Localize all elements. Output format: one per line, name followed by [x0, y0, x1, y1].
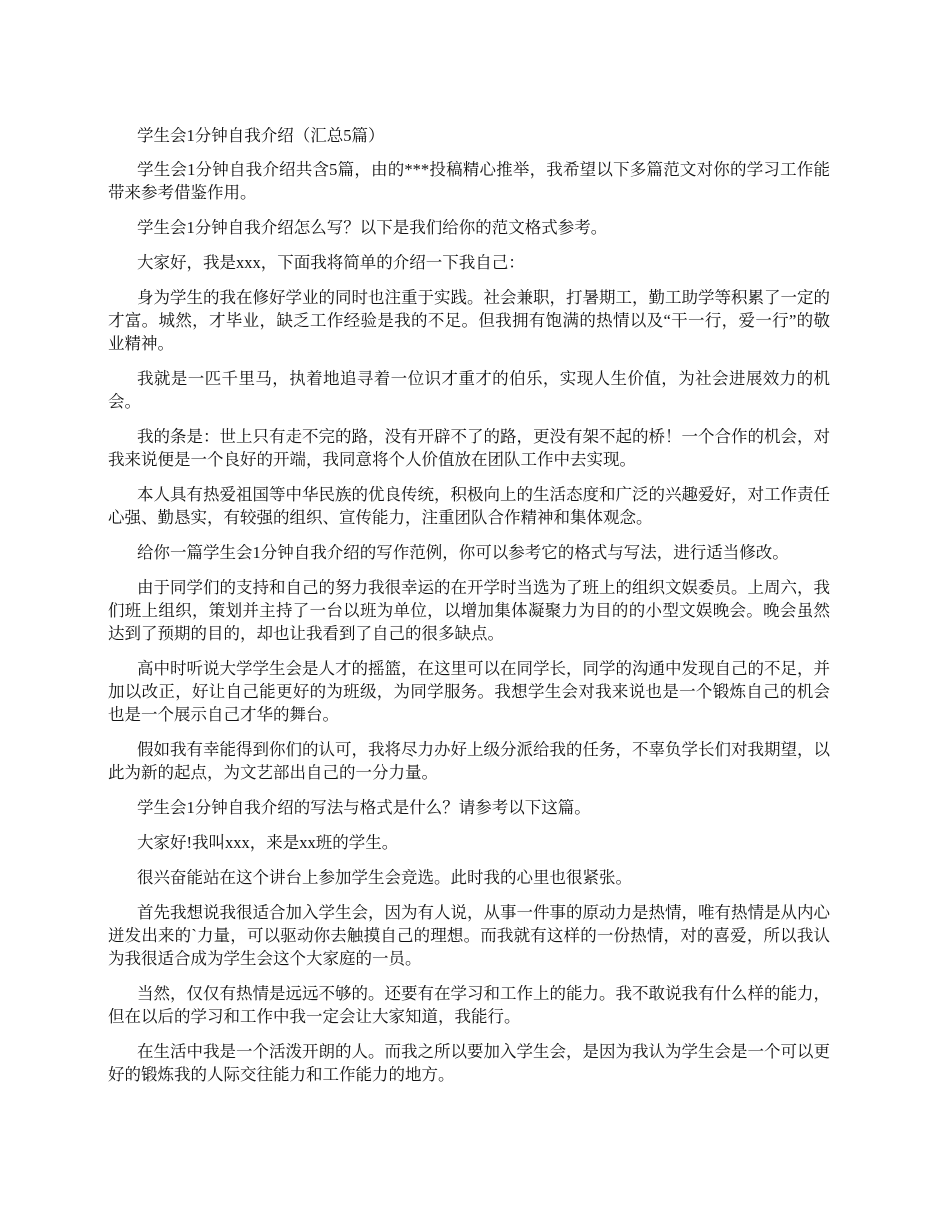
- paragraph-6: 我的条是：世上只有走不完的路，没有开辟不了的路，更没有架不起的桥！一个合作的机会，对我来说便是一个良好的开端，我同意将个人价值放在团队工作中去实现。: [108, 427, 830, 469]
- paragraph-2: 学生会1分钟自我介绍怎么写？以下是我们给你的范文格式参考。: [137, 218, 608, 237]
- paragraph-8: 给你一篇学生会1分钟自我介绍的写作范例，你可以参考它的格式与写法，进行适当修改。: [137, 543, 789, 562]
- paragraph-5: 我就是一匹千里马，执着地追寻着一位识才重才的伯乐，实现人生价值，为社会进展效力的机会。: [108, 369, 830, 411]
- paragraph-16: 当然，仅仅有热情是远远不够的。还要有在学习和工作上的能力。我不敢说我有什么样的能力，但在以后的学习和工作中我一定会让大家知道，我能行。: [108, 984, 830, 1026]
- paragraph-12: 学生会1分钟自我介绍的写法与格式是什么？请参考以下这篇。: [137, 798, 591, 817]
- paragraph-4: 身为学生的我在修好学业的同时也注重于实践。社会兼职，打暑期工，勤工助学等积累了一定的才富。城然，才毕业，缺乏工作经验是我的不足。但我拥有饱满的热情以及“干一行，爱一行”的敬业精神。: [108, 288, 830, 353]
- paragraph-9: 由于同学们的支持和自己的努力我很幸运的在开学时当选为了班上的组织文娱委员。上周六，我们班上组织，策划并主持了一台以班为单位，以增加集体凝聚力为目的的小型文娱晚会。晚会虽然达到了预期的目的，却也让我看到了自己的很多缺点。: [108, 578, 830, 643]
- paragraph-15: 首先我想说我很适合加入学生会，因为有人说，从事一件事的原动力是热情，唯有热情是从内心迸发出来的`力量，可以驱动你去触摸自己的理想。而我就有这样的一份热情，对的喜爱，所以我认为我很适合成为学生会这个大家庭的一员。: [108, 903, 830, 968]
- paragraph-3: 大家好，我是xxx，下面我将简单的介绍一下我自己：: [137, 253, 525, 272]
- paragraph-1: 学生会1分钟自我介绍共含5篇，由的***投稿精心推举，我希望以下多篇范文对你的学习工作能带来参考借鉴作用。: [108, 160, 830, 202]
- document-title: 学生会1分钟自我介绍（汇总5篇）: [137, 126, 385, 145]
- paragraph-11: 假如我有幸能得到你们的认可，我将尽力办好上级分派给我的任务，不辜负学长们对我期望，以此为新的起点，为文艺部出自己的一分力量。: [108, 740, 830, 782]
- document-page: [108, 124, 830, 1098]
- paragraph-7: 本人具有热爱祖国等中华民族的优良传统，积极向上的生活态度和广泛的兴趣爱好，对工作责任心强、勤恳实，有较强的组织、宣传能力，注重团队合作精神和集体观念。: [108, 485, 830, 527]
- paragraph-17: 在生活中我是一个活泼开朗的人。而我之所以要加入学生会，是因为我认为学生会是一个可以更好的锻炼我的人际交往能力和工作能力的地方。: [108, 1042, 830, 1084]
- paragraph-14: 很兴奋能站在这个讲台上参加学生会竞选。此时我的心里也很紧张。: [137, 868, 632, 887]
- paragraph-13: 大家好!我叫xxx，来是xx班的学生。: [137, 833, 399, 852]
- paragraph-10: 高中时听说大学学生会是人才的摇篮，在这里可以在同学长，同学的沟通中发现自己的不足，并加以改正，好让自己能更好的为班级，为同学服务。我想学生会对我来说也是一个锻炼自己的机会也是一个展示自己才华的舞台。: [108, 659, 830, 724]
